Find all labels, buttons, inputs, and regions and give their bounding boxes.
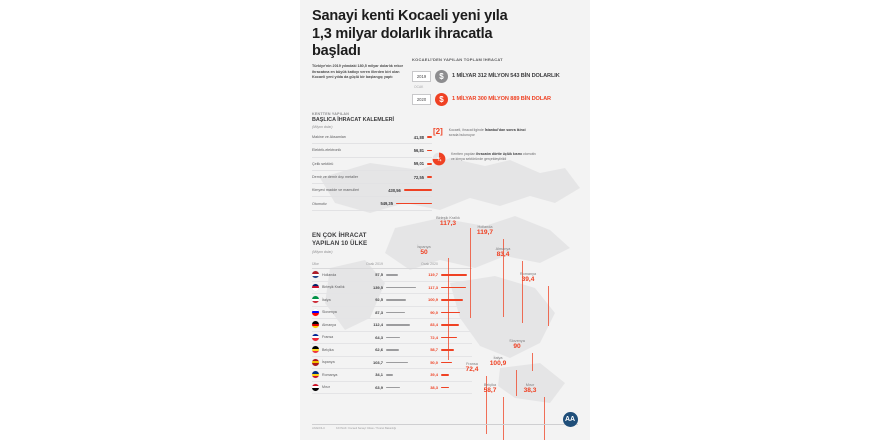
country-name: İtalya xyxy=(322,297,331,302)
value-2019: 57,5 xyxy=(375,272,383,278)
cell-2019 xyxy=(366,310,421,315)
map-leader-line xyxy=(448,258,449,360)
intro-paragraph: Türkiye'nin 2019 yılındaki 180,5 milyar dolarlık rekor ihracatına en büyük katkıyı veren illerden biri olan Kocaeli yeni yılda da güçlü bir başlangıç yaptı xyxy=(312,64,404,80)
bar-2019 xyxy=(386,349,399,351)
export-item-row xyxy=(312,144,432,157)
cell-2019 xyxy=(366,335,421,340)
value-2020: 72,4 xyxy=(430,334,438,340)
bar-2019 xyxy=(386,287,416,289)
map-label-country: Mısır xyxy=(525,383,535,387)
export-item-value: 56,81 xyxy=(413,147,424,153)
bar-2020 xyxy=(441,337,457,339)
bar-2019 xyxy=(386,324,410,326)
footer-divider xyxy=(312,424,578,425)
bar-2019 xyxy=(386,374,393,376)
country-flag-icon xyxy=(312,321,319,328)
country-flag-icon xyxy=(312,384,319,391)
map-label-value: 83,4 xyxy=(496,251,510,259)
cell-2020 xyxy=(421,322,472,327)
bar-2020 xyxy=(441,299,463,301)
value-2019: 92,5 xyxy=(375,297,383,303)
export-item-label: Otomotiv xyxy=(312,201,327,206)
cell-2019 xyxy=(366,297,421,302)
rank-badge: [2] xyxy=(432,127,443,136)
footer-source-right: KAYNAK: Kocaeli Sanayi Odası / Ticaret Bakanlığı xyxy=(336,427,397,430)
bar-2019 xyxy=(386,362,408,364)
table-row xyxy=(312,382,472,395)
bar-2020 xyxy=(441,374,449,376)
value-2019: 139,5 xyxy=(372,284,383,290)
bar-2020 xyxy=(441,287,466,289)
items-heading-small: KENTTEN YAPILAN xyxy=(312,112,350,116)
export-item-row xyxy=(312,197,432,210)
footer-source-left: ANADOLU xyxy=(312,427,325,430)
map-label-country: Slovenya xyxy=(509,339,525,343)
map-label-country: İspanya xyxy=(417,245,431,249)
country-flag-icon xyxy=(312,271,319,278)
bar-2019 xyxy=(386,337,400,339)
map-label xyxy=(506,272,550,284)
bar-2019 xyxy=(386,274,398,276)
cell-2019 xyxy=(366,272,421,277)
cell-2020 xyxy=(421,347,472,352)
export-item-row xyxy=(312,171,432,184)
map-label-country: Fransa xyxy=(466,362,478,366)
page-title: Sanayi kenti Kocaeli yeni yıla 1,3 milyar dolarlık ihracatla başladı xyxy=(312,8,508,60)
map-label-value: 72,4 xyxy=(465,366,479,374)
cell-2019 xyxy=(366,285,421,290)
country-flag-icon xyxy=(312,334,319,341)
export-item-bar xyxy=(404,189,432,191)
cell-2020 xyxy=(421,385,472,390)
callout-sectors xyxy=(432,152,536,166)
export-item-label: Çelik sektörü xyxy=(312,161,334,166)
value-2019: 112,4 xyxy=(373,322,383,328)
cell-2020 xyxy=(421,285,472,290)
country-name: Slovenya xyxy=(322,310,337,315)
value-2020: 100,9 xyxy=(427,297,438,303)
map-leader-line xyxy=(544,397,545,440)
value-2020: 83,4 xyxy=(430,322,438,328)
bar-2020 xyxy=(441,387,449,389)
country-name: İspanya xyxy=(322,360,335,365)
map-label-country: İtalya xyxy=(493,356,503,360)
value-2020: 119,7 xyxy=(428,272,438,278)
country-name: Birleşik Krallık xyxy=(322,285,345,290)
value-2020: 38,3 xyxy=(430,384,438,390)
bar-2019 xyxy=(386,387,400,389)
country-name: Romanya xyxy=(322,372,338,377)
value-2019: 103,7 xyxy=(372,359,383,365)
map-label xyxy=(402,245,446,257)
year-label-2020: 2020 xyxy=(412,94,431,105)
map-label-value: 38,3 xyxy=(523,387,537,395)
cell-2019 xyxy=(366,360,421,365)
map-label-value: 58,7 xyxy=(483,387,497,395)
top10-unit: (Milyon dolar) xyxy=(312,250,333,254)
logo-mark-icon: AA xyxy=(563,412,578,427)
col-header-2019: Ocak 2019 xyxy=(366,262,383,266)
col-header-country: Ülke xyxy=(312,262,320,266)
cell-2020 xyxy=(421,297,472,302)
cell-2020 xyxy=(421,272,472,277)
export-item-value: 430,56 xyxy=(388,187,401,193)
export-item-row xyxy=(312,184,432,197)
export-item-label: Demir ve demir dışı metaller xyxy=(312,175,359,180)
bar-2019 xyxy=(386,312,405,314)
value-2019: 87,3 xyxy=(375,309,383,315)
export-item-row xyxy=(312,158,432,171)
map-label xyxy=(481,247,525,259)
map-label-value: 117,3 xyxy=(439,220,457,228)
country-flag-icon xyxy=(312,296,319,303)
total-row-2019 xyxy=(412,70,560,83)
export-item-label: Elektrik-elektronik xyxy=(312,148,342,153)
map-label-value: 100,9 xyxy=(489,360,507,368)
total-row-2020 xyxy=(412,93,551,106)
value-2019: 34,1 xyxy=(375,372,383,378)
map-label-country: Hollanda xyxy=(477,225,493,229)
bar-2019 xyxy=(386,299,406,301)
callout-sectors-text: Kentten yapılan ihracatın dörtte üçlük kısmı otomotiv ve kimya sektöründe gerçekleştirildi xyxy=(451,152,537,162)
map-label xyxy=(508,383,552,395)
country-flag-icon xyxy=(312,371,319,378)
export-item-value: 549,35 xyxy=(380,201,393,207)
map-label-country: Birleşik Krallık xyxy=(436,216,460,220)
country-flag-icon xyxy=(312,346,319,353)
map-label-country: Belçika xyxy=(483,383,497,387)
country-name: Fransa xyxy=(322,335,334,340)
map-leader-line xyxy=(470,228,471,318)
items-heading: BAŞLICA İHRACAT KALEMLERİ xyxy=(312,117,395,123)
value-2020: 90,0 xyxy=(430,309,438,315)
export-item-value: 59,01 xyxy=(413,161,424,167)
map-label-country: Romanya xyxy=(519,272,537,276)
dollar-coin-icon: $ xyxy=(435,70,448,83)
map-label xyxy=(495,339,539,351)
total-amount-2020: 1 MİLYAR 300 MİLYON 889 BİN DOLAR xyxy=(452,96,551,103)
map-leader-line xyxy=(548,286,549,326)
country-flag-icon xyxy=(312,359,319,366)
map-label-country: Almanya xyxy=(495,247,511,251)
value-2020: 39,4 xyxy=(430,372,438,378)
export-item-label: Makine ve Aksamları xyxy=(312,135,347,140)
export-items-chart xyxy=(312,131,432,211)
map-leader-line xyxy=(532,353,533,371)
country-flag-icon xyxy=(312,309,319,316)
country-name: Almanya xyxy=(322,322,336,327)
dollar-coin-icon: $ xyxy=(435,93,448,106)
callout-ranking xyxy=(432,128,536,139)
cell-2019 xyxy=(366,372,421,377)
country-name: Mısır xyxy=(322,385,330,390)
value-2020: 50,0 xyxy=(430,359,438,365)
map-label-value: 50 xyxy=(420,249,428,257)
value-2020: 58,7 xyxy=(430,347,438,353)
country-name: Hollanda xyxy=(322,272,337,277)
value-2019: 63,9 xyxy=(375,384,383,390)
cell-2019 xyxy=(366,322,421,327)
total-amount-2019: 1 MİLYAR 312 MİLYON 543 BİN DOLARLIK xyxy=(452,73,560,80)
cell-2020 xyxy=(421,335,472,340)
svg-text:¾: ¾ xyxy=(436,157,442,163)
map-leader-line xyxy=(503,397,504,440)
total-export-heading: KOCAELİ'DEN YAPILAN TOPLAM İHRACAT xyxy=(412,57,503,62)
cell-2019 xyxy=(366,385,421,390)
value-2019: 64,3 xyxy=(375,334,383,340)
map-label xyxy=(468,383,512,395)
map-label xyxy=(463,225,507,237)
map-label xyxy=(450,362,494,374)
export-item-label: Kimyevi madde ve mamulleri xyxy=(312,188,360,193)
agency-logo xyxy=(560,412,580,427)
export-item-row xyxy=(312,131,432,144)
export-item-value: 72,55 xyxy=(413,174,424,180)
top10-heading: EN ÇOK İHRACAT YAPILAN 10 ÜLKE xyxy=(312,232,368,248)
export-item-value: 41,88 xyxy=(413,134,424,140)
cell-2020 xyxy=(421,310,472,315)
year-label-2019: 2019 xyxy=(412,71,431,82)
bar-2020 xyxy=(441,312,460,314)
month-label: OCAK xyxy=(414,85,424,89)
col-header-2020: Ocak 2020 xyxy=(421,262,438,266)
country-flag-icon xyxy=(312,284,319,291)
map-leader-line xyxy=(522,261,523,323)
country-name: Belçika xyxy=(322,347,334,352)
callout-ranking-text: Kocaeli, ihracat liginde İstanbul'dan sonra ikinci sırada bulunuyor xyxy=(448,128,526,138)
value-2019: 62,6 xyxy=(375,347,383,353)
three-quarter-pie-icon xyxy=(432,152,446,166)
cell-2019 xyxy=(366,347,421,352)
infographic-sheet xyxy=(300,0,590,440)
map-label-value: 119,7 xyxy=(476,229,494,237)
export-item-bar xyxy=(427,176,432,178)
items-unit: (Milyon dolar) xyxy=(312,125,333,129)
bar-2020 xyxy=(441,324,459,326)
map-label-value: 90 xyxy=(513,343,521,351)
value-2020: 117,3 xyxy=(428,284,438,290)
table-row xyxy=(312,369,472,382)
export-item-bar xyxy=(396,203,432,205)
map-label-value: 39,4 xyxy=(521,276,535,284)
bar-2020 xyxy=(441,274,467,276)
